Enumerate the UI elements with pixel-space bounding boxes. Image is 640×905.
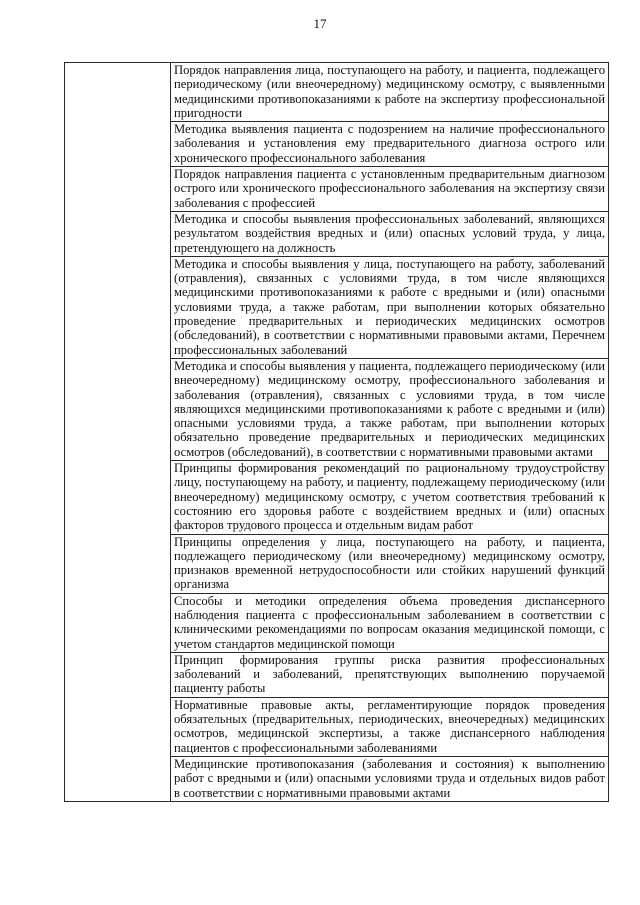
knowledge-item: Нормативные правовые акты, регламентирующие порядок проведения обязательных (предварительных, периодических, внеочередных) медицинских осмотров, медицинской экспертизы, а также диспансерного наблюдения пациентов с профессиональными заболеваниями: [171, 697, 609, 756]
knowledge-item: Методика и способы выявления у пациента, подлежащего периодическому (или внеочередному) медицинскому осмотру, профессионального заболевания и заболевания (отравления), связанных с условиями труда, в том числе являющихся медицинскими противопоказаниями к работе с вредными и (или) опасными условиями труда, а также работам, при выполнении которых обязательно проведение предварительных и периодических медицинских осмотров (обследований), в соответствии с нормативными правовыми актами: [171, 358, 609, 460]
knowledge-item: Способы и методики определения объема проведения диспансерного наблюдения пациента с профессиональным заболеванием в соответствии с клиническими рекомендациями по вопросам оказания медицинской помощи, с учетом стандартов медицинской помощи: [171, 593, 609, 652]
left-column-cell: [65, 63, 171, 802]
knowledge-item: Порядок направления пациента с установленным предварительным диагнозом острого или хронического профессионального заболевания на экспертизу связи заболевания с профессией: [171, 167, 609, 212]
requirements-table: [64, 62, 609, 802]
knowledge-item: Методика выявления пациента с подозрением на наличие профессионального заболевания и установления ему предварительного диагноза острого или хронического профессионального заболевания: [171, 122, 609, 167]
knowledge-item: Принципы формирования рекомендаций по рациональному трудоустройству лицу, поступающему на работу, и пациенту, подлежащему периодическому (или внеочередному) медицинскому осмотру, с учетом соответствия требований к состоянию его здоровья работе с воздействием вредных и (или) опасных факторов трудового процесса и отдельным видам работ: [171, 461, 609, 534]
knowledge-item: Порядок направления лица, поступающего на работу, и пациента, подлежащего периодическому (или внеочередному) медицинскому осмотру, с выявленными медицинскими противопоказаниями к работе на экспертизу профессиональной пригодности: [171, 63, 609, 122]
knowledge-item: Методика и способы выявления профессиональных заболеваний, являющихся результатом воздействия вредных и (или) опасных условий труда, у лица, претендующего на должность: [171, 211, 609, 256]
knowledge-item: Медицинские противопоказания (заболевания и состояния) к выполнению работ с вредными и (или) опасными условиями труда и отдельных видов работ в соответствии с нормативными правовыми актами: [171, 756, 609, 801]
knowledge-item: Принципы определения у лица, поступающего на работу, и пациента, подлежащего периодическому (или внеочередному) медицинскому осмотру, признаков временной нетрудоспособности или стойких нарушений функций организма: [171, 534, 609, 593]
requirements-table-body: [65, 63, 609, 802]
knowledge-item: Принцип формирования группы риска развития профессиональных заболеваний и заболеваний, препятствующих выполнению поручаемой пациенту работы: [171, 652, 609, 697]
knowledge-item: Методика и способы выявления у лица, поступающего на работу, заболеваний (отравления), связанных с условиями труда, в том числе являющихся медицинскими противопоказаниями к работе с вредными и (или) опасными условиями труда, а также работам, при выполнении которых обязательно проведение предварительных и периодических медицинских осмотров (обследований), в соответствии с нормативными правовыми актами, Перечнем профессиональных заболеваний: [171, 256, 609, 358]
page-number: 17: [313, 16, 327, 31]
table-row: [65, 63, 609, 122]
